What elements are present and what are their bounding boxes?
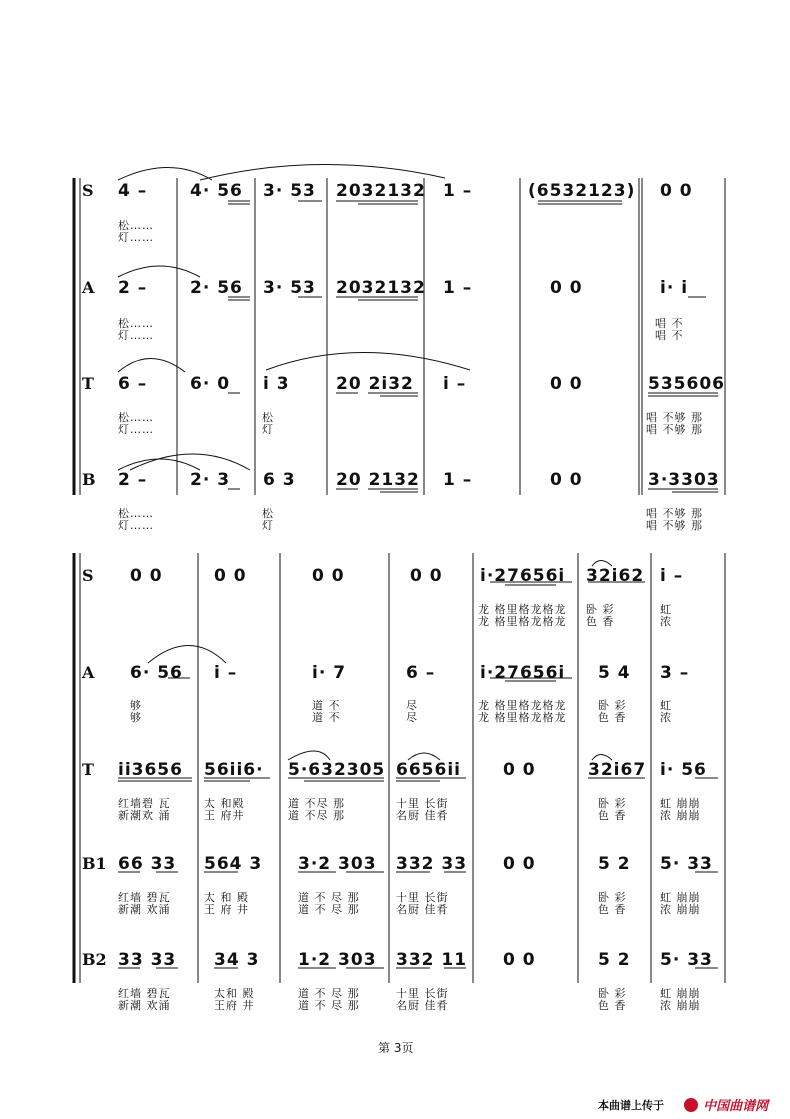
lyric	[118, 798, 171, 822]
lyric	[204, 892, 249, 916]
lyric	[478, 700, 567, 724]
measure: 1 –	[443, 181, 473, 201]
measure: i·27656i	[480, 566, 566, 586]
measure: 20 2132	[336, 470, 420, 490]
lyric-text: 太 和殿 王 府井	[204, 797, 245, 822]
measure: 3· 53	[263, 181, 316, 201]
lyric-text: 虹 崩崩 浓 崩崩	[660, 891, 701, 916]
part-label: S	[82, 181, 94, 200]
part-label: B1	[82, 854, 107, 873]
lyric	[478, 604, 567, 628]
lyric	[660, 604, 672, 628]
measure: i· 56	[660, 760, 707, 780]
music-note-icon	[684, 1098, 698, 1112]
measure: 6656ii	[396, 760, 461, 780]
measure: 32i67	[588, 760, 647, 780]
lyric-text: 龙 格里格龙格龙 龙 格里格龙格龙	[478, 603, 567, 628]
lyric-text: 松 灯	[262, 411, 274, 436]
site-logo[interactable]	[684, 1094, 768, 1114]
lyric	[598, 892, 627, 916]
lyric-text: 卧 彩 色 香	[598, 987, 627, 1012]
measure: 0 0	[503, 950, 536, 970]
measure: 2 –	[118, 278, 148, 298]
measure: 0 0	[312, 566, 345, 586]
measure: 34 3	[214, 950, 260, 970]
lyric-text: 卧 彩 色 香	[598, 891, 627, 916]
lyric-text: 虹 浓	[660, 603, 672, 628]
lyric-text: 道 不 尽 那 道 不 尽 那	[298, 891, 360, 916]
measure: 3 –	[660, 663, 690, 683]
part-label: A	[82, 663, 95, 682]
part-label: A	[82, 278, 95, 297]
lyric-text: 道 不 尽 那 道 不 尽 那	[298, 987, 360, 1012]
lyric-text: 道 不尽 那 道 不尽 那	[288, 797, 345, 822]
lyric-text: 虹 崩崩 浓 崩崩	[660, 987, 701, 1012]
lyric-text: 尽 尽	[406, 699, 418, 724]
lyric	[118, 988, 171, 1012]
measure: 20 2i32	[336, 374, 414, 394]
measure: 5·632305	[288, 760, 386, 780]
lyric	[660, 700, 672, 724]
measure: 0 0	[660, 181, 693, 201]
lyric	[598, 798, 627, 822]
lyric-text: 红墙碧 瓦 新潮欢 涌	[118, 797, 171, 822]
lyric-text: 十里 长街 名厨 佳肴	[396, 797, 449, 822]
measure: 3·3303	[648, 470, 720, 490]
measure: 2032132	[336, 278, 426, 298]
lyric-text: 松…… 灯……	[118, 219, 154, 244]
measure: 5· 33	[660, 950, 713, 970]
lyric-text: 唱 不够 那 唱 不够 那	[646, 411, 703, 436]
measure: 32i62	[586, 566, 645, 586]
lyric-text: 虹 崩崩 浓 崩崩	[660, 797, 701, 822]
measure: 4· 56	[190, 181, 243, 201]
part-label: B2	[82, 950, 107, 969]
part-label: T	[82, 760, 94, 779]
measure: 564 3	[204, 854, 263, 874]
measure: i –	[660, 566, 684, 586]
measure: 33 33	[118, 950, 177, 970]
measure: i· 7	[312, 663, 347, 683]
measure: 5 2	[598, 950, 631, 970]
lyric-text: 红墙 碧瓦 新潮 欢涌	[118, 987, 171, 1012]
lyric	[406, 700, 418, 724]
part-label: T	[82, 374, 94, 393]
measure: 0 0	[550, 470, 583, 490]
measure: 2· 56	[190, 278, 243, 298]
lyric-text: 卧 彩 色 香	[598, 699, 627, 724]
measure: 5· 33	[660, 854, 713, 874]
lyric	[288, 798, 345, 822]
measure: 2 –	[118, 470, 148, 490]
measure: 1 –	[443, 470, 473, 490]
lyric	[214, 988, 255, 1012]
measure: 6· 0	[190, 374, 231, 394]
lyric	[204, 798, 245, 822]
measure: 332 11	[396, 950, 468, 970]
lyric-text: 太 和 殿 王 府 井	[204, 891, 249, 916]
measure: i·27656i	[480, 663, 566, 683]
lyric	[598, 700, 627, 724]
lyric-text: 松…… 灯……	[118, 317, 154, 342]
measure: 4 –	[118, 181, 148, 201]
measure: 3· 53	[263, 278, 316, 298]
lyric	[660, 892, 701, 916]
lyric-text: 唱 不 唱 不	[655, 317, 684, 342]
measure: 2032132	[336, 181, 426, 201]
lyric	[396, 892, 449, 916]
lyric-text: 卧 彩 色 香	[598, 797, 627, 822]
measure: i –	[214, 663, 238, 683]
lyric	[130, 700, 142, 724]
measure: 0 0	[130, 566, 163, 586]
measure: (6532123)	[528, 181, 636, 201]
lyric-text: 松…… 灯……	[118, 411, 154, 436]
measure: 5 2	[598, 854, 631, 874]
measure: 332 33	[396, 854, 468, 874]
measure: 66 33	[118, 854, 177, 874]
lyric-text: 松 灯	[262, 507, 274, 532]
measure: 0 0	[410, 566, 443, 586]
lyric-text: 龙 格里格龙格龙 龙 格里格龙格龙	[478, 699, 567, 724]
measure: 6 3	[263, 470, 296, 490]
lyric-text: 够 够	[130, 699, 142, 724]
measure: 6 –	[406, 663, 436, 683]
lyric-text: 十里 长街 名厨 佳肴	[396, 891, 449, 916]
measure: 1 –	[443, 278, 473, 298]
part-label: S	[82, 566, 94, 585]
measure: i –	[443, 374, 467, 394]
lyric-text: 道 不 道 不	[312, 699, 341, 724]
lyric	[312, 700, 341, 724]
lyric	[660, 988, 701, 1012]
lyric-text: 唱 不够 那 唱 不够 那	[646, 507, 703, 532]
lyric	[298, 988, 360, 1012]
measure: 0 0	[503, 854, 536, 874]
measure: 0 0	[550, 374, 583, 394]
lyric	[586, 604, 615, 628]
lyric	[598, 988, 627, 1012]
measure: 1·2 303	[298, 950, 377, 970]
lyric	[118, 892, 171, 916]
page-number: 第 3页	[378, 1041, 414, 1055]
measure: 0 0	[503, 760, 536, 780]
measure: 56ii6·	[204, 760, 264, 780]
measure: 535606	[648, 374, 725, 394]
part-label: B	[82, 470, 96, 489]
lyric-text: 红墙 碧瓦 新潮 欢涌	[118, 891, 171, 916]
lyric-text: 太和 殿 王府 井	[214, 987, 255, 1012]
measure: ii3656	[118, 760, 183, 780]
measure: i· i	[660, 278, 689, 298]
measure: 2· 3	[190, 470, 231, 490]
measure: 5 4	[598, 663, 631, 683]
lyric	[298, 892, 360, 916]
measure: 0 0	[550, 278, 583, 298]
measure: 6 –	[118, 374, 148, 394]
lyric	[396, 798, 449, 822]
measure: 0 0	[214, 566, 247, 586]
measure: i 3	[263, 374, 290, 394]
lyric-text: 卧 彩 色 香	[586, 603, 615, 628]
measure: 3·2 303	[298, 854, 377, 874]
lyric-text: 虹 浓	[660, 699, 672, 724]
site-name: 中国曲谱网	[703, 1099, 769, 1114]
lyric	[660, 798, 701, 822]
lyric	[396, 988, 449, 1012]
upload-credit: 本曲谱上传于	[598, 1099, 664, 1112]
lyric-text: 十里 长街 名厨 佳肴	[396, 987, 449, 1012]
lyric-text: 松…… 灯……	[118, 507, 154, 532]
measure: 6· 56	[130, 663, 183, 683]
